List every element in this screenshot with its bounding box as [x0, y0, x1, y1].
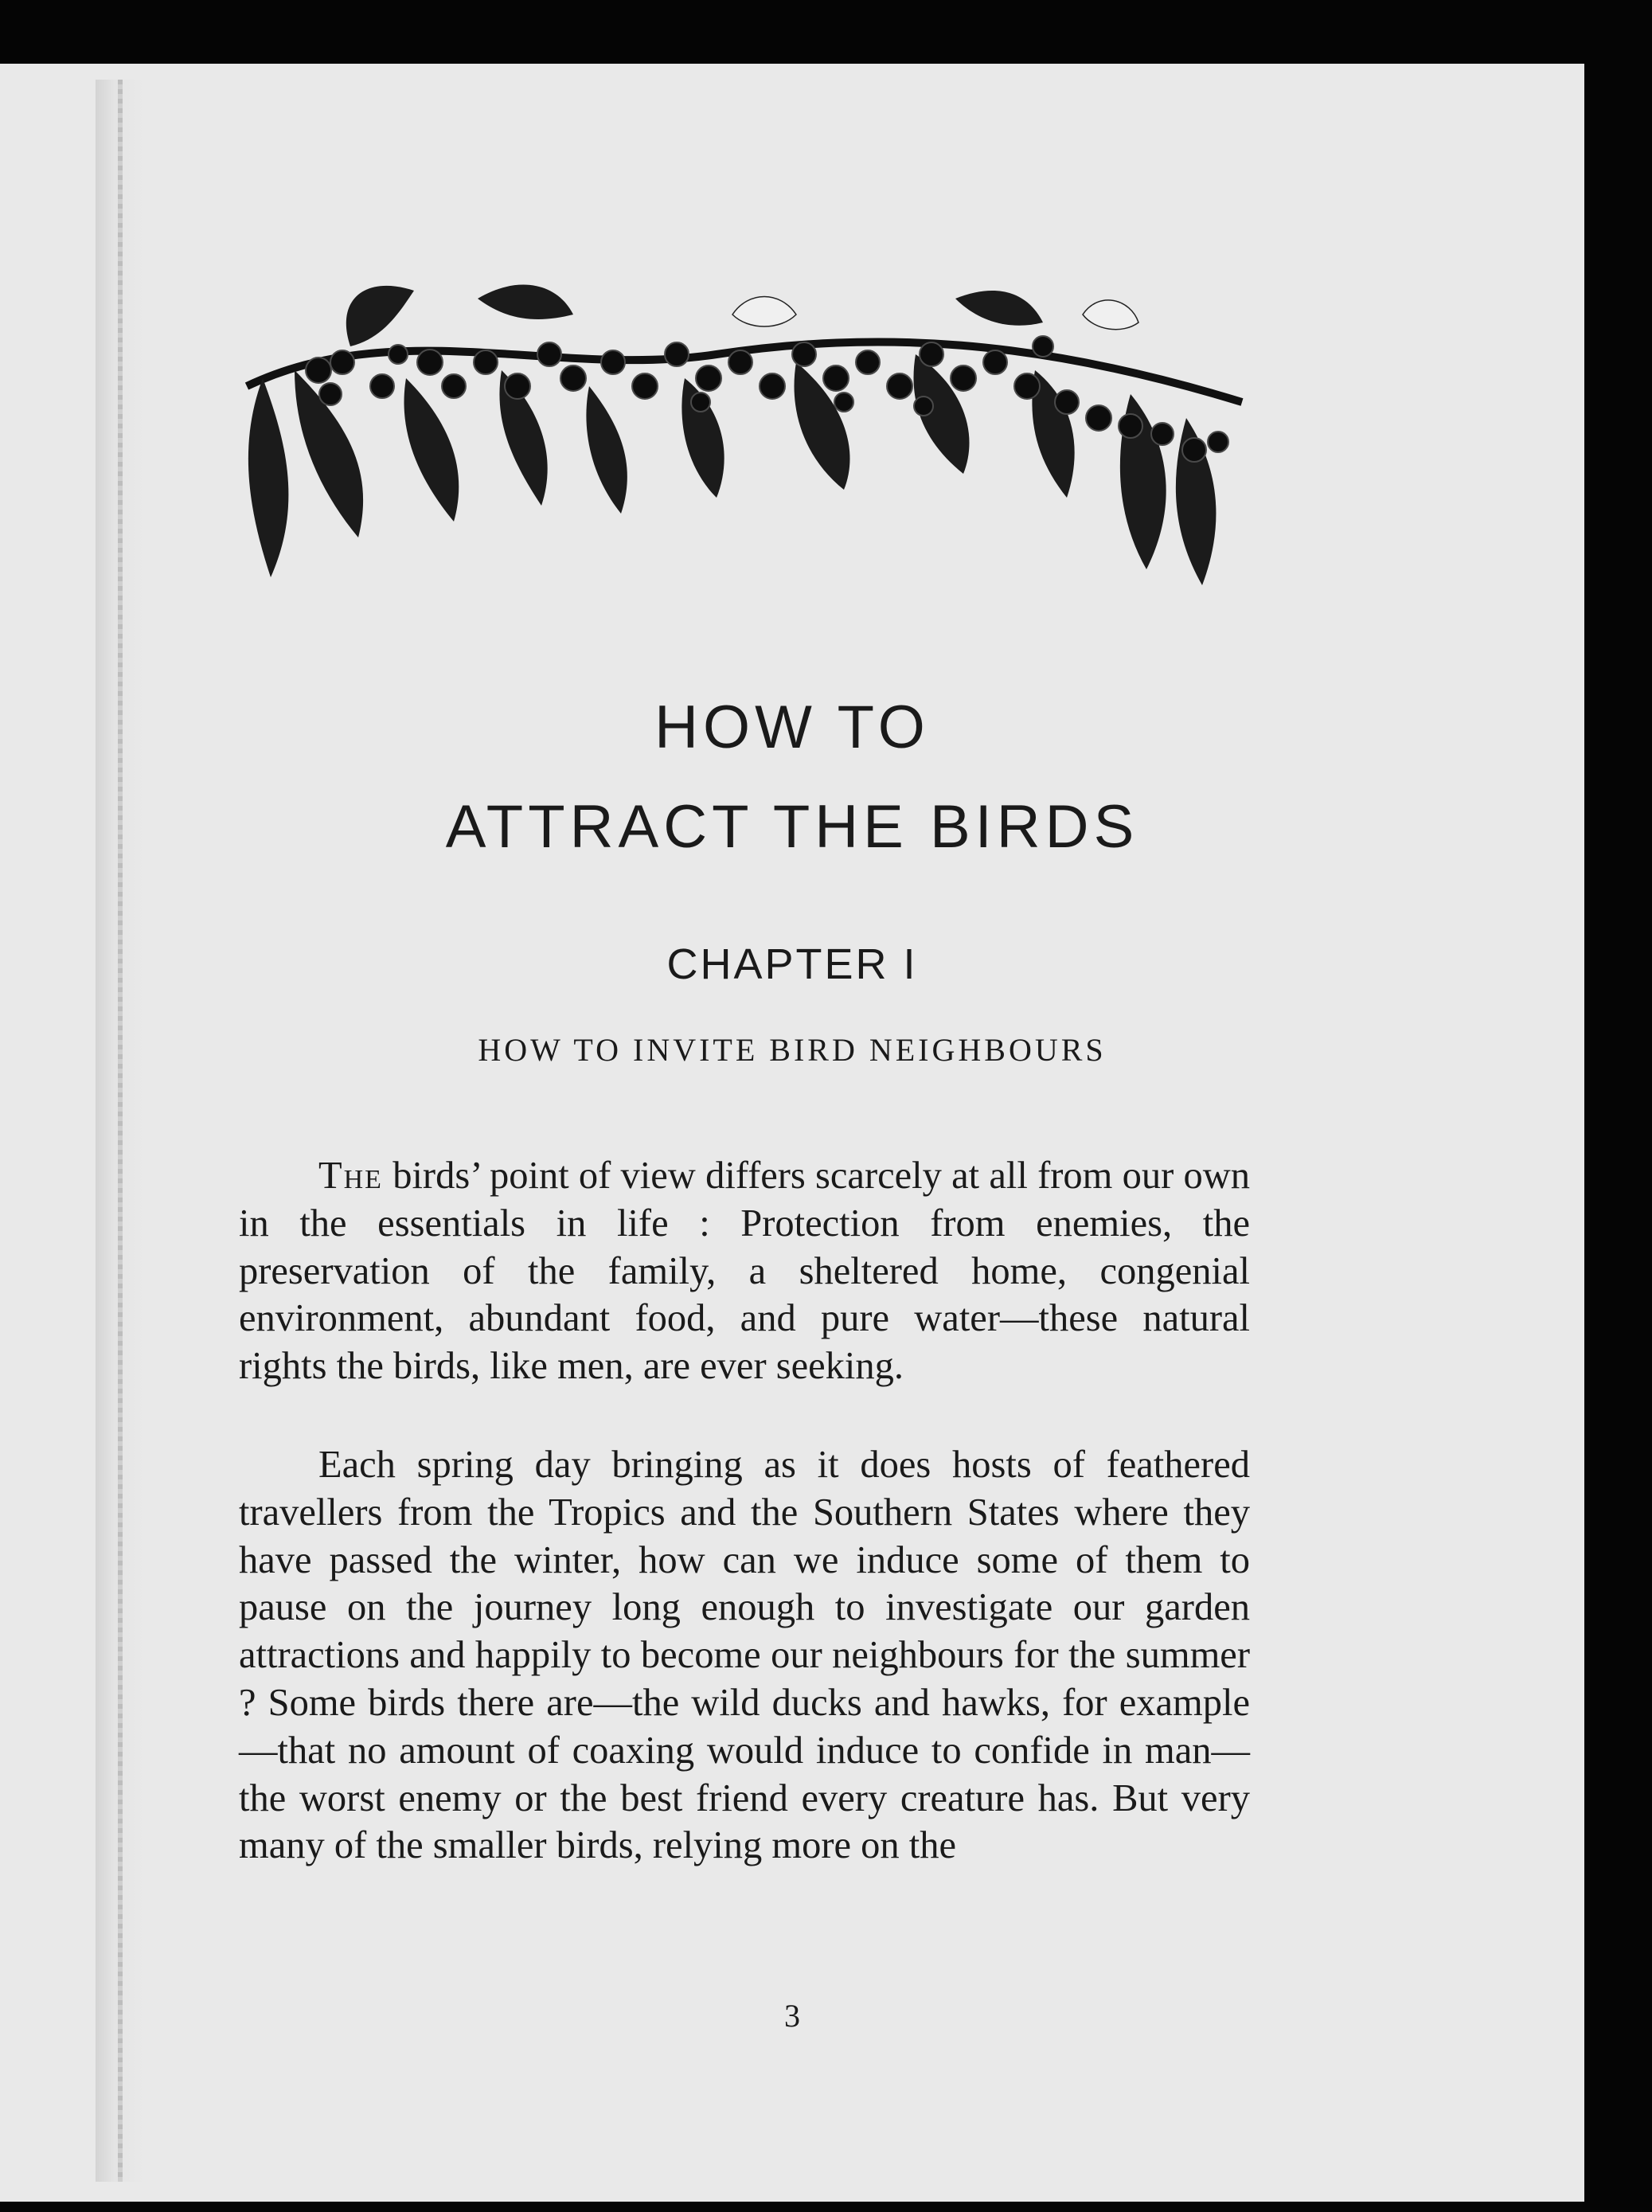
book-title-line-2: ATTRACT THE BIRDS [445, 793, 1139, 861]
chapter-heading: CHAPTER I [666, 940, 918, 988]
body-paragraph-2: Each spring day bringing as it does hosts of feathered travellers from the Tropics and the Southern States where they have passed the winter, how can we induce some of them to pause on the journey long enough to investigate our garden attractions and happily to become our neighbours for the summer ? Some birds there are—the wild ducks and hawks, for example—that no amount of coaxing would induce to confide in man—the worst enemy or the best friend every creature has. But very many of the smaller birds, relying more on the [239, 1444, 1250, 1867]
chapter-subtitle: HOW TO INVITE BIRD NEIGHBOURS [478, 1032, 1107, 1068]
book-page [0, 64, 1584, 2202]
paragraph-1-text: birds’ point of view differs scarcely at all from our own in the essentials in life : Protection from enemies, the preservation of the family, a sheltered home, congenial environment, abundant food, and pure water—these natural rights the birds, like men, are ever seeking. [239, 1155, 1250, 1388]
page-number: 3 [784, 1998, 800, 2034]
book-title-line-1: HOW TO [654, 694, 930, 761]
body-paragraph-1 [239, 1152, 1250, 1390]
page-text [0, 64, 1584, 2202]
paragraph-lead-word: The [318, 1155, 383, 1197]
